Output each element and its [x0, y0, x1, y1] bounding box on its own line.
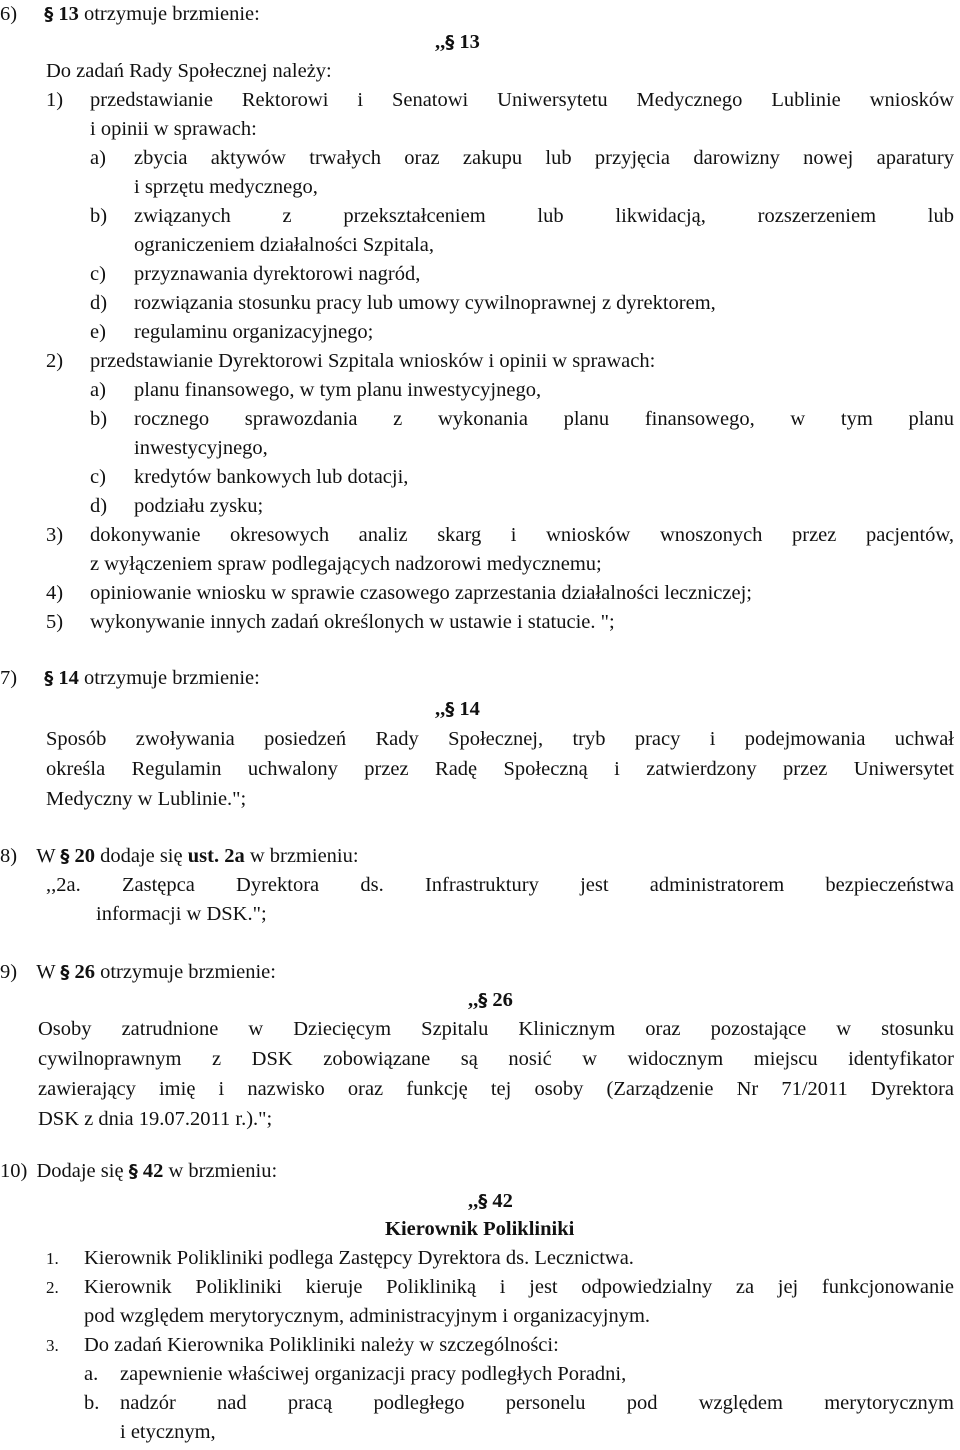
section-sign: §: [128, 1161, 138, 1182]
point-text-cont: i opinii w sprawach:: [90, 118, 257, 140]
paragraph-line: informacji w DSK.";: [96, 903, 267, 925]
sublist-text-cont: i etycznym,: [120, 1421, 216, 1443]
section-sign: §: [445, 32, 455, 53]
subpoint-text: podziału zysku;: [134, 495, 264, 517]
subpoint-text: rozwiązania stosunku pracy lub umowy cywilnoprawnej z dyrektorem,: [134, 292, 716, 314]
section-header-42: [468, 1187, 513, 1216]
subpoint-text: przyznawania dyrektorowi nagród,: [134, 263, 421, 285]
point-text: przedstawianie Dyrektorowi Szpitala wniosków i opinii w sprawach:: [90, 350, 656, 372]
section-header-number: 14: [459, 698, 480, 720]
subpoint-text-cont: ograniczeniem działalności Szpitala,: [134, 234, 434, 256]
item-w: W: [36, 961, 56, 983]
subpoint-text: związanych z przekształceniem lub likwidacją, rozszerzeniem lub: [134, 205, 954, 227]
item-number: 8): [0, 845, 18, 867]
paragraph-line: Osoby zatrudnione w Dziecięcym Szpitalu Klinicznym oraz pozostające w stosunku: [38, 1018, 954, 1040]
point-text: opiniowanie wniosku w sprawie czasowego zaprzestania działalności leczniczej;: [90, 582, 752, 604]
section-sign: §: [478, 1191, 488, 1212]
section-sign: §: [60, 846, 70, 867]
subpoint-number: c): [90, 466, 106, 488]
paragraph-line: cywilnoprawnym z DSK zobowiązane są nosić w widocznym miejscu identyfikator: [38, 1048, 954, 1070]
item-8-heading: [0, 842, 359, 871]
section-header-number: 42: [492, 1190, 513, 1212]
point-number: 5): [46, 611, 64, 633]
subpoint-text: rocznego sprawozdania z wykonania planu finansowego, w tym planu: [134, 408, 954, 430]
item-10-heading: [0, 1157, 277, 1186]
item-number: 9): [0, 961, 18, 983]
item-intro: otrzymuje brzmienie:: [83, 3, 260, 25]
paragraph-line: ,,2a. Zastępca Dyrektora ds. Infrastruktury jest administratorem bezpieczeństwa: [46, 874, 954, 896]
section-sign: §: [44, 668, 54, 689]
subpoint-text: planu finansowego, w tym planu inwestycyjnego,: [134, 379, 542, 401]
item-w: W: [36, 845, 56, 867]
open-quote: ,,: [435, 698, 446, 720]
section-header-26: [468, 986, 513, 1015]
open-quote: ,,: [435, 31, 446, 53]
point-number: 1): [46, 89, 64, 111]
item-number: 7): [0, 667, 18, 689]
item-tail: w brzmieniu:: [168, 1160, 278, 1182]
list-text: Do zadań Kierownika Polikliniki należy w szczególności:: [84, 1334, 559, 1356]
open-quote: ,,: [468, 1190, 479, 1212]
section-sign: §: [445, 699, 455, 720]
section-number: 14: [58, 667, 79, 689]
section-sign: §: [478, 990, 488, 1011]
item-6-heading: [0, 0, 260, 29]
item-number: 6): [0, 3, 18, 25]
paragraph-line: DSK z dnia 19.07.2011 r.).";: [38, 1108, 273, 1130]
item-intro: otrzymuje brzmienie:: [83, 667, 260, 689]
point-text: wykonywanie innych zadań określonych w ustawie i statucie. ";: [90, 611, 615, 633]
point-text: przedstawianie Rektorowi i Senatowi Uniwersytetu Medycznego Lublinie wniosków: [90, 89, 954, 111]
list-number: 2.: [46, 1278, 59, 1297]
subpoint-number: a): [90, 379, 106, 401]
subpoint-number: d): [90, 495, 108, 517]
item-9-heading: [0, 958, 276, 987]
section-sign: §: [60, 962, 70, 983]
section-sign: §: [44, 4, 54, 25]
subpoint-number: c): [90, 263, 106, 285]
section-header-number: 13: [459, 31, 480, 53]
section-header-14: [435, 695, 480, 724]
item-intro: otrzymuje brzmienie:: [100, 961, 276, 983]
subpoint-text: regulaminu organizacyjnego;: [134, 321, 374, 343]
sublist-letter: a.: [84, 1363, 99, 1385]
point-text-cont: z wyłączeniem spraw podlegających nadzorowi medycznemu;: [90, 553, 602, 575]
subpoint-text-cont: i sprzętu medycznego,: [134, 176, 318, 198]
list-number: 3.: [46, 1336, 59, 1355]
subpoint-number: b): [90, 408, 108, 430]
list-text: Kierownik Polikliniki kieruje Polikliniką i jest odpowiedzialny za jej funkcjonowanie: [84, 1276, 954, 1298]
subpoint-text-cont: inwestycyjnego,: [134, 437, 268, 459]
subpoint-text: zbycia aktywów trwałych oraz zakupu lub przyjęcia darowizny nowej aparatury: [134, 147, 954, 169]
section-header-13: [435, 28, 480, 57]
subpoint-number: a): [90, 147, 106, 169]
list-text-cont: pod względem merytorycznym, administracyjnym i organizacyjnym.: [84, 1305, 651, 1327]
paragraph-line: określa Regulamin uchwalony przez Radę Społeczną i zatwierdzony przez Uniwersytet: [46, 758, 954, 780]
section-number: 20: [74, 845, 95, 867]
paragraph-line: zawierający imię i nazwisko oraz funkcję tej osoby (Zarządzenie Nr 71/2011 Dyrektora: [38, 1078, 954, 1100]
point-number: 4): [46, 582, 64, 604]
sublist-text: zapewnienie właściwej organizacji pracy podległych Poradni,: [120, 1363, 627, 1385]
lead-text: Do zadań Rady Społecznej należy:: [46, 60, 332, 82]
subpoint-text: kredytów bankowych lub dotacji,: [134, 466, 409, 488]
ust-label: ust. 2a: [187, 845, 245, 867]
section-number: 26: [74, 961, 95, 983]
point-text: dokonywanie okresowych analiz skarg i wniosków wnoszonych przez pacjentów,: [90, 524, 954, 546]
subpoint-number: d): [90, 292, 108, 314]
subpoint-number: e): [90, 321, 106, 343]
sublist-letter: b.: [84, 1392, 100, 1414]
item-intro: Dodaje się: [36, 1160, 124, 1182]
point-number: 2): [46, 350, 64, 372]
section-number: 13: [58, 3, 79, 25]
paragraph-line: Medyczny w Lublinie.";: [46, 788, 247, 810]
subpoint-number: b): [90, 205, 108, 227]
sublist-text: nadzór nad pracą podległego personelu pod względem merytorycznym: [120, 1392, 954, 1414]
open-quote: ,,: [468, 989, 479, 1011]
item-7-heading: [0, 664, 260, 693]
list-number: 1.: [46, 1249, 59, 1268]
section-header-number: 26: [492, 989, 513, 1011]
paragraph-line: Sposób zwoływania posiedzeń Rady Społecznej, tryb pracy i podejmowania uchwał: [46, 728, 954, 750]
list-text: Kierownik Polikliniki podlega Zastępcy Dyrektora ds. Lecznictwa.: [84, 1247, 634, 1269]
section-number: 42: [142, 1160, 164, 1182]
point-number: 3): [46, 524, 64, 546]
item-tail: w brzmieniu:: [249, 845, 359, 867]
section-title: Kierownik Polikliniki: [385, 1218, 575, 1240]
item-mid: dodaje się: [100, 845, 183, 867]
item-number: 10): [0, 1160, 28, 1182]
